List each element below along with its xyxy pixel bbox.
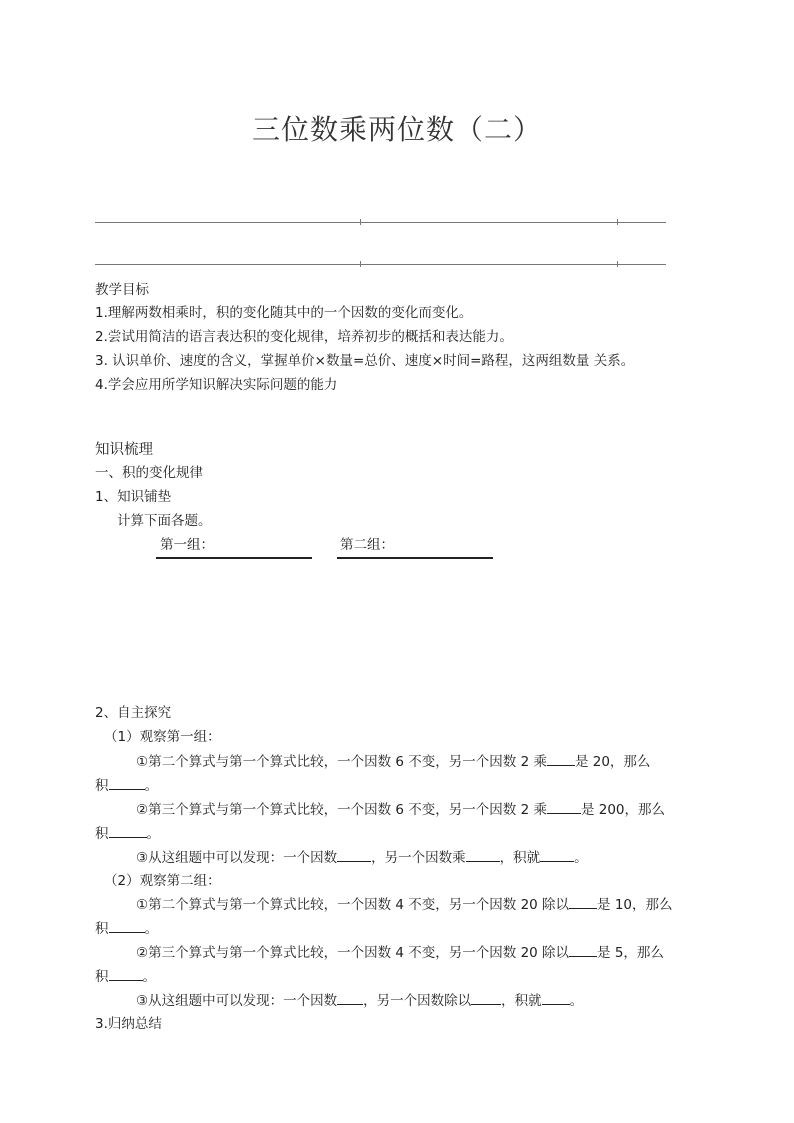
knowledge-heading: 知识梳理	[95, 442, 153, 458]
sub-heading: 2、自主探究	[95, 705, 172, 721]
obs1-question-1: ①第二个算式与第一个算式比较，一个因数 6 不变，另一个因数 2 乘 是 20，那么	[136, 751, 650, 772]
group1-underline	[156, 557, 312, 559]
obs1-question-3: ③从这组题中可以发现：一个因数 ，另一个因数乘 ，积就 。	[136, 847, 588, 868]
instruction-text: 计算下面各题。	[117, 513, 212, 529]
answer-blank[interactable]	[337, 990, 363, 1005]
answer-blank[interactable]	[109, 823, 147, 838]
answer-blank[interactable]	[542, 990, 570, 1005]
rule-tick	[360, 219, 361, 225]
answer-blank[interactable]	[547, 751, 575, 766]
group1-label: 第一组：	[160, 537, 214, 553]
answer-blank[interactable]	[109, 775, 145, 790]
objective-item: 2.尝试用简洁的语言表达积的变化规律，培养初步的概括和表达能力。	[95, 329, 513, 345]
rule-tick	[617, 261, 618, 267]
objectives-heading: 教学目标	[95, 282, 149, 298]
group2-label: 第二组：	[340, 537, 394, 553]
obs2-question-3: ③从这组题中可以发现：一个因数 ，另一个因数除以 ，积就 。	[136, 990, 583, 1011]
answer-blank[interactable]	[540, 847, 574, 862]
answer-blank[interactable]	[569, 894, 597, 909]
page-title: 三位数乘两位数（二）	[251, 113, 542, 146]
header-rule-top	[95, 222, 666, 223]
obs2-label: （2）观察第二组：	[104, 873, 221, 889]
obs1-question-2: ②第三个算式与第一个算式比较，一个因数 6 不变，另一个因数 2 乘 是 200，那么	[136, 799, 665, 820]
obs2-question-2: ②第三个算式与第一个算式比较，一个因数 4 不变，另一个因数 20 除以 是 5，那么	[136, 942, 664, 963]
objective-item: 4.学会应用所学知识解决实际问题的能力	[95, 377, 338, 393]
obs1-question-1-cont: 积 。	[95, 775, 158, 796]
sub-heading: 1、知识铺垫	[95, 489, 172, 505]
answer-blank[interactable]	[109, 918, 145, 933]
rule-tick	[360, 261, 361, 267]
answer-blank[interactable]	[337, 847, 371, 862]
obs2-question-2-cont: 积 。	[95, 966, 156, 987]
section-heading: 一、积的变化规律	[95, 465, 203, 481]
objective-item: 1.理解两数相乘时，积的变化随其中的一个因数的变化而变化。	[95, 305, 473, 321]
obs2-question-1: ①第二个算式与第一个算式比较，一个因数 4 不变，另一个因数 20 除以 是 10，那么	[136, 894, 673, 915]
answer-blank[interactable]	[466, 847, 500, 862]
obs1-label: （1）观察第一组：	[104, 729, 221, 745]
obs1-question-2-cont: 积 。	[95, 823, 160, 844]
header-rule-bottom	[95, 264, 666, 265]
group2-underline	[337, 557, 493, 559]
sub-heading: 3.归纳总结	[95, 1016, 162, 1032]
answer-blank[interactable]	[547, 799, 581, 814]
answer-blank[interactable]	[109, 966, 143, 981]
rule-tick	[617, 219, 618, 225]
objective-item: 3. 认识单价、速度的含义，掌握单价×数量=总价、速度×时间=路程，这两组数量 关系。	[95, 353, 635, 369]
answer-blank[interactable]	[471, 990, 501, 1005]
obs2-question-1-cont: 积 。	[95, 918, 158, 939]
answer-blank[interactable]	[569, 942, 597, 957]
